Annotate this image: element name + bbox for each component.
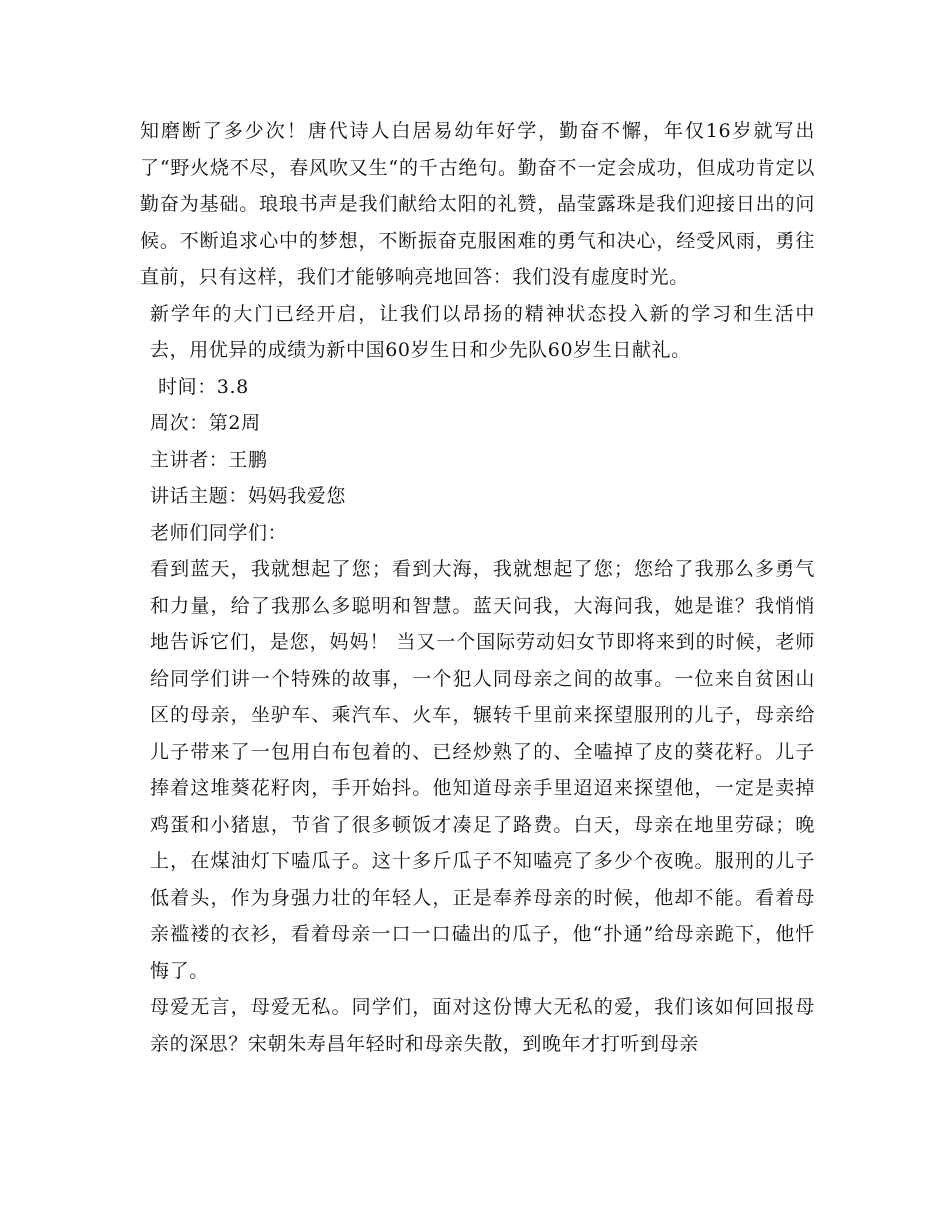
meta-week: 周次：第2周 (150, 412, 261, 434)
paragraph-mother-story: 看到蓝天，我就想起了您；看到大海，我就想起了您；您给了我那么多勇气和力量，给了我那么多聪明和智慧。蓝天问我，大海问我，她是谁？我悄悄地告诉它们，是您，妈妈！ 当又一个国际劳动妇女节即将来到的时候，老师给同学们讲一个特殊的故事，一个犯人同母亲之间的故事。一位来自贫困山区的母亲，坐驴车、乘汽车、火车，辗转千里前来探望服刑的儿子，母亲给儿子带来了一包用白布包着的、已经炒熟了的、全嗑掉了皮的葵花籽。儿子捧着这堆葵花籽肉，手开始抖。他知道母亲手里迢迢来探望他，一定是卖掉鸡蛋和小猪崽，节省了很多顿饭才凑足了路费。白天，母亲在地里劳碌；晚上，在煤油灯下嗑瓜子。这十多斤瓜子不知嗑亮了多少个夜晚。服刑的儿子低着头，作为身强力壮的年轻人，正是奉养母亲的时候，他却不能。看着母亲褴褛的衣衫，看着母亲一口一口磕出的瓜子，他“扑通”给母亲跪下，他忏悔了。 (150, 558, 815, 982)
meta-topic: 讲话主题：妈妈我爱您 (150, 485, 347, 507)
salutation: 老师们同学们： (150, 521, 288, 544)
paragraph-new-semester: 新学年的大门已经开启，让我们以昂扬的精神状态投入新的学习和生活中去，用优异的成绩为新中国60岁生日和少先队60岁生日献礼。 (150, 302, 815, 361)
meta-speaker: 主讲者：王鹏 (150, 448, 268, 471)
paragraph-diligence: 知磨断了多少次！唐代诗人白居易幼年好学，勤奋不懈，年仅16岁就写出了“野火烧不尽，春风吹又生“的千古绝句。勤奋不一定会成功，但成功肯定以勤奋为基础。琅琅书声是我们献给太阳的礼赞，晶莹露珠是我们迎接日出的问候。不断追求心中的梦想，不断振奋克服困难的勇气和决心，经受风雨，勇往直前，只有这样，我们才能够响亮地回答：我们没有虚度时光。 (140, 120, 815, 288)
meta-time: 时间：3.8 (158, 375, 249, 398)
paragraph-mother-love: 母爱无言，母爱无私。同学们，面对这份博大无私的爱，我们该如何回报母亲的深思？宋朝朱寿昌年轻时和母亲失散，到晚年才打听到母亲 (150, 996, 815, 1055)
document-body (140, 113, 815, 1062)
